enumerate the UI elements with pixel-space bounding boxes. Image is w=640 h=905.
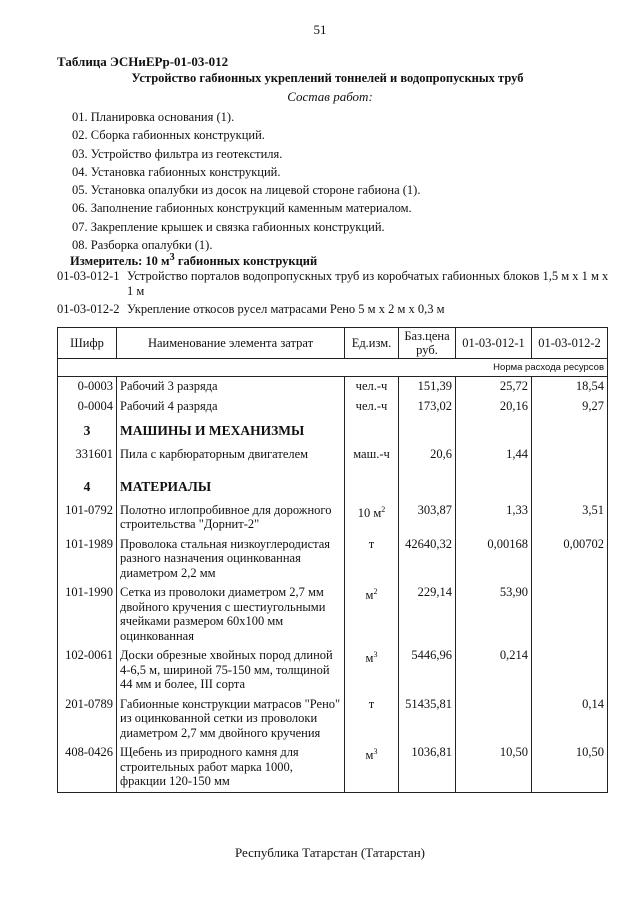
table-row [58, 583, 608, 646]
row-variant-2: 0,00702 [532, 535, 608, 584]
unit-sup: 3 [373, 650, 378, 659]
unit-text: 10 м [357, 505, 382, 520]
row-variant-1: 53,90 [456, 583, 532, 646]
section-row [58, 416, 608, 445]
row-price: 229,14 [399, 583, 456, 646]
row-name: Сетка из проволоки диаметром 2,7 мм двойного кручения с шестиугольными ячейками размером 60х100 мм оцинкованная [117, 583, 345, 646]
row-variant-2: 3,51 [532, 501, 608, 535]
row-name: Габионные конструкции матрасов "Рено" из оцинкованной сетки из проволоки диаметром 2,7 мм двойного кручения [117, 695, 345, 744]
row-unit: т [345, 535, 399, 584]
unit-text: м [365, 651, 374, 666]
meter-sup: 3 [169, 252, 175, 263]
row-code: 331601 [58, 445, 117, 465]
work-item: 05. Установка опалубки из досок на лицевой стороне габиона (1). [72, 183, 421, 198]
footer: Республика Татарстан (Татарстан) [235, 845, 425, 860]
section-title: МАТЕРИАЛЫ [117, 472, 345, 501]
table-row [58, 397, 608, 417]
empty-cell [399, 464, 456, 472]
row-name: Щебень из природного камня для строительных работ марка 1000, фракции 120-150 мм [117, 743, 345, 792]
meter [70, 252, 317, 269]
row-code: 0-0004 [58, 397, 117, 417]
row-unit: чел.-ч [345, 397, 399, 417]
row-price: 151,39 [399, 377, 456, 397]
header-price: Баз.цена руб. [399, 328, 456, 359]
empty-cell [456, 464, 532, 472]
empty-cell [345, 472, 399, 501]
work-item: 03. Устройство фильтра из геотекстиля. [72, 146, 283, 161]
table-row [58, 646, 608, 695]
row-variant-1 [456, 695, 532, 744]
row-unit [345, 583, 399, 646]
row-unit: маш.-ч [345, 445, 399, 465]
spacer-row [58, 464, 608, 472]
unit-sup: 3 [373, 747, 378, 756]
row-price: 42640,32 [399, 535, 456, 584]
row-unit [345, 501, 399, 535]
row-variant-1: 1,44 [456, 445, 532, 465]
empty-cell [456, 472, 532, 501]
row-name: Рабочий 4 разряда [117, 397, 345, 417]
unit-sup: 2 [381, 504, 386, 514]
row-code: 101-1990 [58, 583, 117, 646]
table-row [58, 695, 608, 744]
empty-cell [399, 472, 456, 501]
row-price: 5446,96 [399, 646, 456, 695]
empty-cell [345, 464, 399, 472]
work-item: 07. Закрепление крышек и связка габионных конструкций. [72, 219, 385, 234]
row-price: 20,6 [399, 445, 456, 465]
row-unit [345, 646, 399, 695]
works-heading: Состав работ: [287, 89, 373, 104]
row-variant-2 [532, 583, 608, 646]
row-variant-1: 1,33 [456, 501, 532, 535]
table-row [58, 743, 608, 792]
empty-cell [58, 464, 117, 472]
table-body [58, 377, 608, 793]
variant-2 [57, 302, 607, 317]
row-variant-1: 10,50 [456, 743, 532, 792]
section-number: 3 [58, 416, 117, 445]
header-code: Шифр [58, 328, 117, 359]
work-item: 02. Сборка габионных конструкций. [72, 128, 265, 143]
row-name: Проволока стальная низкоуглеродистая разного назначения оцинкованная диаметром 2,2 мм [117, 535, 345, 584]
empty-cell [345, 416, 399, 445]
header-name: Наименование элемента затрат [117, 328, 345, 359]
table-code: Таблица ЭСНиЕРр-01-03-012 [57, 54, 229, 69]
row-code: 0-0003 [58, 377, 117, 397]
empty-cell [532, 472, 608, 501]
row-price: 303,87 [399, 501, 456, 535]
row-code: 101-0792 [58, 501, 117, 535]
row-variant-2 [532, 445, 608, 465]
row-name: Рабочий 3 разряда [117, 377, 345, 397]
header-variant-2: 01-03-012-2 [532, 328, 608, 359]
row-unit: чел.-ч [345, 377, 399, 397]
resource-table [57, 327, 608, 793]
row-variant-1: 20,16 [456, 397, 532, 417]
meter-suffix: габионных конструкций [174, 254, 318, 269]
empty-cell [532, 464, 608, 472]
work-item: 01. Планировка основания (1). [72, 110, 235, 124]
row-price: 51435,81 [399, 695, 456, 744]
row-price: 173,02 [399, 397, 456, 417]
row-price: 1036,81 [399, 743, 456, 792]
row-code: 102-0061 [58, 646, 117, 695]
row-variant-2: 18,54 [532, 377, 608, 397]
row-variant-2: 0,14 [532, 695, 608, 744]
empty-cell [117, 464, 345, 472]
row-code: 101-1989 [58, 535, 117, 584]
table-row [58, 535, 608, 584]
row-name: Пила с карбюраторным двигателем [117, 445, 345, 465]
variant-code: 01-03-012-2 [57, 302, 120, 316]
unit-text: м [365, 748, 374, 763]
variant-code: 01-03-012-1 [57, 269, 120, 283]
table-row [58, 445, 608, 465]
section-number: 4 [58, 472, 117, 501]
row-variant-1: 0,214 [456, 646, 532, 695]
meter-prefix: Измеритель: 10 м [70, 254, 170, 269]
section-title: МАШИНЫ И МЕХАНИЗМЫ [117, 416, 345, 445]
table-title: Устройство габионных укреплений тоннелей и водопропускных труб [131, 71, 524, 85]
header-variant-1: 01-03-012-1 [456, 328, 532, 359]
work-item: 04. Установка габионных конструкций. [72, 164, 281, 179]
unit-sup: 2 [373, 587, 378, 596]
row-variant-2: 9,27 [532, 397, 608, 417]
empty-cell [399, 416, 456, 445]
row-variant-1: 0,00168 [456, 535, 532, 584]
row-variant-2: 10,50 [532, 743, 608, 792]
row-code: 408-0426 [58, 743, 117, 792]
row-name: Доски обрезные хвойных пород длиной 4-6,5 м, шириной 75-150 мм, толщиной 44 мм и более, III сорта [117, 646, 345, 695]
variant-text: Укрепление откосов русел матрасами Рено 5 м х 2 м х 0,3 м [127, 302, 445, 316]
table-row [58, 501, 608, 535]
row-code: 201-0789 [58, 695, 117, 744]
variant-text: Устройство порталов водопропускных труб из коробчатых габионных блоков 1,5 м х 1 м х 1 м [127, 269, 609, 298]
table-row [58, 377, 608, 397]
work-item: 06. Заполнение габионных конструкций каменным материалом. [72, 201, 412, 216]
norm-caption: Норма расхода ресурсов [58, 359, 608, 377]
works-list [72, 108, 420, 254]
section-row [58, 472, 608, 501]
empty-cell [456, 416, 532, 445]
row-unit [345, 743, 399, 792]
row-unit: т [345, 695, 399, 744]
row-variant-1: 25,72 [456, 377, 532, 397]
row-variant-2 [532, 646, 608, 695]
header-unit: Ед.изм. [345, 328, 399, 359]
variant-1 [57, 269, 607, 299]
unit-text: м [365, 588, 374, 603]
row-name: Полотно иглопробивное для дорожного строительства "Дорнит-2" [117, 501, 345, 535]
page-number: 51 [313, 22, 327, 37]
empty-cell [532, 416, 608, 445]
work-item: 08. Разборка опалубки (1). [72, 238, 213, 253]
